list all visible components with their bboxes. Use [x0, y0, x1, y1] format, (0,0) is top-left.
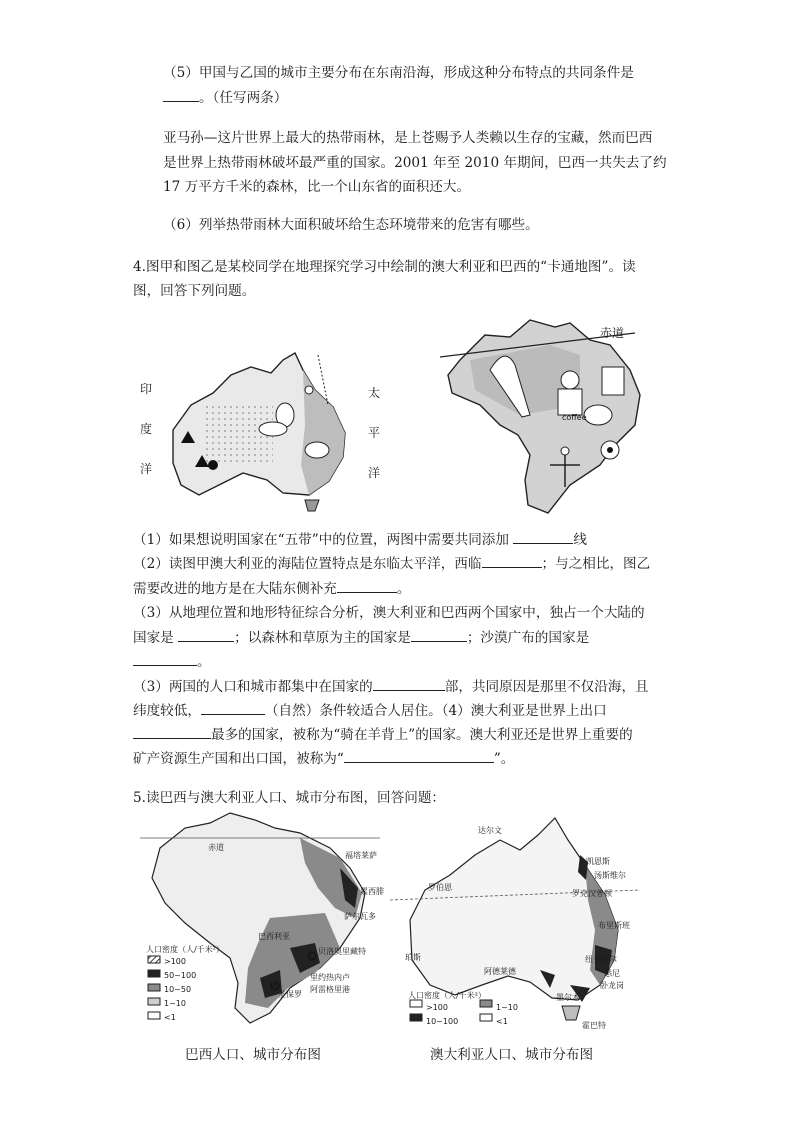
city-label: 卧龙岗	[600, 981, 624, 990]
q4-p3-text-c: ；以森林和草原为主的国家是	[234, 630, 411, 646]
city-label: 巴西利亚	[258, 932, 290, 941]
q4-p4-text-f: 矿产资源生产国和出口国，被称为“	[133, 751, 344, 767]
answer-blank[interactable]	[133, 651, 197, 666]
city-label: 霍巴特	[582, 1021, 606, 1030]
answer-blank[interactable]	[163, 87, 199, 102]
legend-label: >100	[426, 1003, 448, 1012]
q4-p3-line2	[133, 627, 589, 648]
q4-p1-text-a: （1）如果想说明国家在“五带”中的位置，两图中需要共同添加	[133, 532, 509, 548]
answer-blank[interactable]	[482, 553, 542, 568]
q4-p2-line2	[133, 578, 411, 599]
q4-p3-text-b: 国家是	[133, 630, 174, 646]
city-label: 墨尔本	[556, 993, 580, 1002]
legend-label: 10~100	[426, 1017, 459, 1026]
label-char: 洋	[139, 462, 152, 476]
city-label: 阿雷格里港	[310, 985, 350, 994]
q5-intro: 5.读巴西与澳大利亚人口、城市分布图，回答问题：	[133, 790, 446, 806]
city-label: 布里斯班	[598, 921, 630, 930]
q4-p2-text-d: 。	[396, 581, 411, 597]
q4-p3-line1: （3）从地理位置和地形特征综合分析，澳大利亚和巴西两个国家中，独占一个大陆的	[133, 605, 645, 621]
answer-blank[interactable]	[201, 700, 265, 715]
legend-label: 1~10	[496, 1003, 518, 1012]
q4-p4-text-d: （自然）条件较适合人居住。（4）澳大利亚是世界上出口	[264, 703, 607, 719]
q4-p1	[133, 529, 587, 550]
q4-p2-text-c: 需要改进的地方是在大陆东侧补充	[133, 581, 337, 597]
city-label: 萨尔瓦多	[344, 912, 376, 921]
brazil-cartoon-map	[430, 315, 670, 520]
city-label: 珀斯	[405, 953, 421, 962]
brazil-legend	[148, 956, 160, 1019]
answer-blank[interactable]	[513, 529, 573, 544]
reading-line2: 是世界上热带雨林破坏最严重的国家。2001 年至 2010 年期间，巴西一共失去了约	[163, 155, 667, 171]
q4-p4-text-b: 部，共同原因是那里不仅沿海，且	[444, 679, 649, 695]
brazil-equator-label: 赤道	[208, 843, 224, 852]
legend-label: 50~100	[164, 971, 197, 980]
label-char: 洋	[367, 466, 380, 480]
answer-blank[interactable]	[344, 748, 494, 763]
legend-label: >100	[164, 957, 186, 966]
reading-line3: 17 万平方千米的森林，比一个山东省的面积还大。	[163, 179, 471, 195]
australia-map-caption: 澳大利亚人口、城市分布图	[430, 1047, 594, 1063]
brazil-legend-title: 人口密度（人/千米²）	[146, 945, 224, 954]
city-label: 圣保罗	[278, 990, 302, 999]
australia-cartoon-map	[133, 345, 373, 515]
answer-blank[interactable]	[133, 724, 211, 739]
coffee-label: coffee	[562, 413, 587, 422]
answer-blank[interactable]	[373, 676, 445, 691]
label-char: 平	[367, 426, 380, 440]
q4-p3-line3	[133, 651, 211, 672]
city-label: 纽卡斯尔	[585, 955, 617, 964]
q4-p2-text-a: （2）读图甲澳大利亚的海陆位置特点是东临太平洋，西临	[133, 556, 482, 572]
q4-p2-text-b: ；与之相比，图乙	[541, 556, 651, 572]
q4-intro2: 图，回答下列问题。	[133, 283, 256, 299]
q3-part5-line1: （5）甲国与乙国的城市主要分布在东南沿海，形成这种分布特点的共同条件是	[163, 65, 634, 81]
city-label: 悉尼	[604, 969, 620, 978]
answer-blank[interactable]	[178, 627, 234, 642]
q4-p4-line4	[133, 748, 514, 769]
city-label: 累西腓	[360, 887, 384, 896]
q4-p2-line1	[133, 553, 650, 574]
legend-label: <1	[496, 1017, 508, 1026]
indian-ocean-label	[139, 378, 153, 480]
label-char: 太	[367, 386, 380, 400]
label-char: 印	[139, 382, 152, 396]
q4-p4-text-e: 最多的国家，被称为“骑在羊背上”的国家。澳大利亚还是世界上重要的	[211, 727, 633, 743]
q4-p3-text-d: ；沙漠广布的国家是	[466, 630, 590, 646]
q3-part5-suffix: 。（任写两条）	[199, 90, 288, 106]
brazil-map-caption: 巴西人口、城市分布图	[185, 1047, 321, 1063]
reading-line1: 亚马孙—这片世界上最大的热带雨林，是上苍赐予人类赖以生存的宝藏，然而巴西	[163, 130, 653, 146]
city-label: 罗伯恩	[428, 883, 452, 892]
q3-part6: （6）列举热带雨林大面积破坏给生态环境带来的危害有哪些。	[163, 217, 539, 233]
legend-label: 1~10	[164, 999, 186, 1008]
city-label: 达尔文	[478, 826, 502, 835]
q4-p4-line1	[133, 676, 649, 697]
q4-intro1: 4.图甲和图乙是某校同学在地理探究学习中绘制的澳大利亚和巴西的“卡通地图”。读	[133, 259, 636, 275]
label-char: 度	[139, 422, 152, 436]
q4-p4-text-c: 纬度较低，	[133, 703, 201, 719]
city-label: 里约热内卢	[310, 973, 350, 982]
q4-p4-line3	[133, 724, 633, 745]
q4-p4-text-a: （3）两国的人口和城市都集中在国家的	[133, 679, 373, 695]
city-label: 贝洛奥里藏特	[318, 947, 366, 956]
q4-p1-text-b: 线	[573, 532, 587, 548]
city-label: 汤斯维尔	[594, 871, 626, 880]
q4-p3-text-e: 。	[197, 654, 211, 670]
australia-legend-title: 人口密度（人/千米²）	[408, 991, 486, 1000]
pacific-ocean-label	[367, 382, 381, 484]
legend-label: 10~50	[164, 985, 192, 994]
city-label: 福塔莱萨	[345, 851, 377, 860]
q3-part5-line2	[163, 87, 287, 108]
city-label: 凯恩斯	[586, 857, 610, 866]
legend-label: <1	[164, 1013, 176, 1022]
answer-blank[interactable]	[337, 578, 397, 593]
answer-blank[interactable]	[411, 627, 467, 642]
city-label: 阿德莱德	[484, 967, 516, 976]
q4-p4-line2	[133, 700, 607, 721]
city-label: 罗克汉普顿	[572, 889, 612, 898]
equator-label: 赤道	[600, 326, 625, 340]
q4-p4-text-g: ”。	[493, 751, 515, 767]
